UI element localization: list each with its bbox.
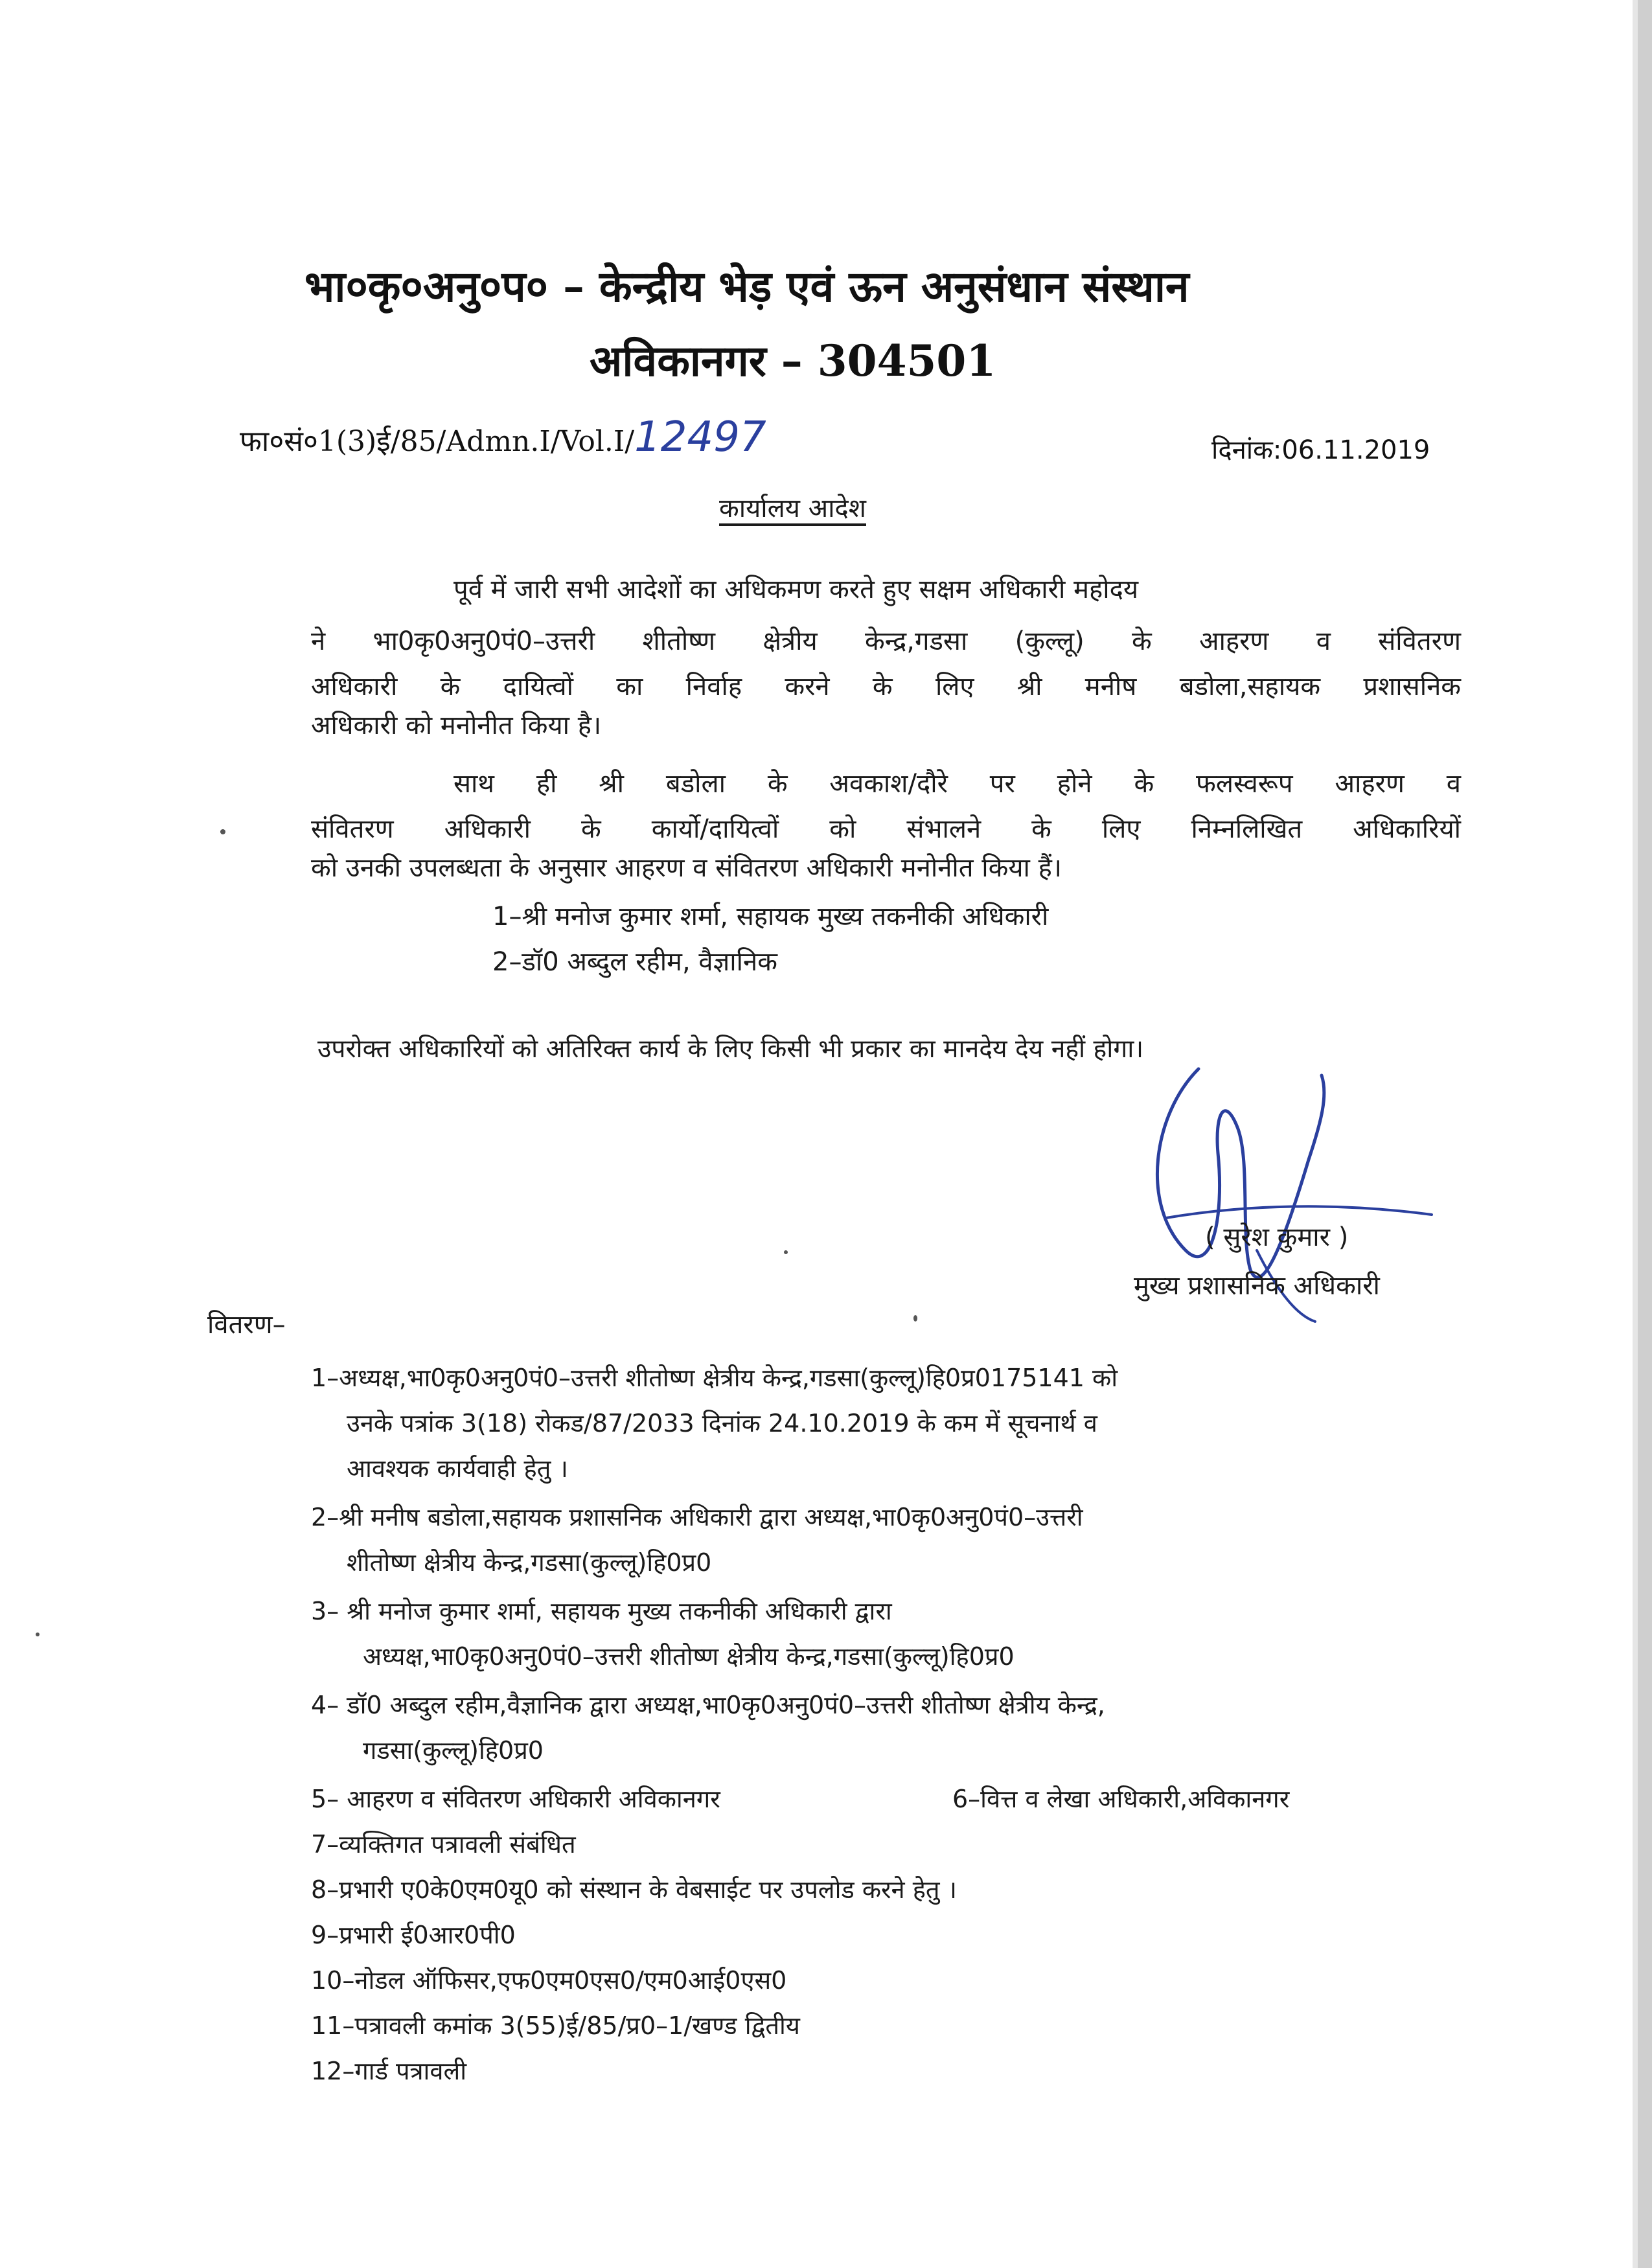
reference-line — [240, 413, 766, 461]
distribution-item-1: 1–अध्यक्ष,भा0कृ0अनु0पं0–उत्तरी शीतोष्ण क्षेत्रीय केन्द्र,गडसा(कुल्लू)हि0प्र0175141 को — [311, 1364, 1118, 1392]
distribution-item-9: 9–प्रभारी ई0आर0पी0 — [311, 1921, 516, 1949]
paragraph1-line3: अधिकारी के दायित्वों का निर्वाह करने के लिए श्री मनीष बडोला,सहायक प्रशासनिक — [311, 672, 1461, 702]
paragraph2-line1: साथ ही श्री बडोला के अवकाश/दौरे पर होने के फलस्वरूप आहरण व — [453, 769, 1461, 799]
distribution-item-4: 4– डॉ0 अब्दुल रहीम,वैज्ञानिक द्वारा अध्यक्ष,भा0कृ0अनु0पं0–उत्तरी शीतोष्ण क्षेत्रीय केन्द्र, — [311, 1691, 1105, 1719]
paragraph1-line2: ने भा0कृ0अनु0पं0–उत्तरी शीतोष्ण क्षेत्रीय केन्द्र,गडसा (कुल्लू) के आहरण व संवितरण — [311, 626, 1461, 656]
signatory-name: ( सुरेश कुमार ) — [1205, 1222, 1349, 1252]
nominee-2: 2–डॉ0 अब्दुल रहीम, वैज्ञानिक — [492, 947, 777, 977]
distribution-item-12: 12–गार्ड पत्रावली — [311, 2057, 467, 2085]
institute-location: अविकानगर – 304501 — [590, 336, 996, 386]
honorarium-note: उपरोक्त अधिकारियों को अतिरिक्त कार्य के लिए किसी भी प्रकार का मानदेय देय नहीं होगा। — [317, 1035, 1144, 1064]
distribution-item-6: 6–वित्त व लेखा अधिकारी,अविकानगर — [952, 1785, 1290, 1813]
distribution-item-3: 3– श्री मनोज कुमार शर्मा, सहायक मुख्य तकनीकी अधिकारी द्वारा — [311, 1597, 892, 1625]
distribution-item-2: 2–श्री मनीष बडोला,सहायक प्रशासनिक अधिकारी द्वारा अध्यक्ष,भा0कृ0अनु0पं0–उत्तरी — [311, 1503, 1083, 1531]
distribution-item-8: 8–प्रभारी ए0के0एम0यू0 को संस्थान के वेबसाईट पर उपलोड करने हेतु । — [311, 1875, 958, 1904]
distribution-item-1-cont2: आवश्यक कार्यवाही हेतु । — [347, 1454, 568, 1483]
file-number: फा०सं०1(3)ई/85/Admn.I/Vol.I/ — [240, 425, 635, 458]
scan-speck — [913, 1315, 917, 1322]
scan-speck — [36, 1632, 40, 1636]
distribution-item-2-cont: शीतोष्ण क्षेत्रीय केन्द्र,गडसा(कुल्लू)हि0प्र0 — [347, 1548, 712, 1577]
distribution-item-10: 10–नोडल ऑफिसर,एफ0एम0एस0/एम0आई0एस0 — [311, 1966, 787, 1995]
scan-edge — [1638, 0, 1652, 2268]
paragraph2-line3: को उनकी उपलब्धता के अनुसार आहरण व संवितरण अधिकारी मनोनीत किया हैं। — [311, 853, 1062, 883]
scan-speck — [220, 829, 225, 834]
order-title: कार्यालय आदेश — [719, 494, 866, 523]
distribution-item-5: 5– आहरण व संवितरण अधिकारी अविकानगर — [311, 1785, 720, 1813]
nominee-1: 1–श्री मनोज कुमार शर्मा, सहायक मुख्य तकनीकी अधिकारी — [492, 902, 1049, 932]
distribution-item-1-cont: उनके पत्रांक 3(18) रोकड/87/2033 दिनांक 24.10.2019 के कम में सूचनार्थ व — [347, 1409, 1097, 1438]
signatory-designation: मुख्य प्रशासनिक अधिकारी — [1134, 1271, 1380, 1301]
paragraph1-line4: अधिकारी को मनोनीत किया है। — [311, 711, 602, 740]
paragraph2-line2: संवितरण अधिकारी के कार्यो/दायित्वों को संभालने के लिए निम्नलिखित अधिकारियों — [311, 814, 1461, 844]
paragraph1-line1: पूर्व में जारी सभी आदेशों का अधिकमण करते हुए सक्षम अधिकारी महोदय — [453, 575, 1139, 604]
distribution-item-3-cont: अध्यक्ष,भा0कृ0अनु0पं0–उत्तरी शीतोष्ण क्षेत्रीय केन्द्र,गडसा(कुल्लू)हि0प्र0 — [363, 1642, 1015, 1671]
distribution-item-11: 11–पत्रावली कमांक 3(55)ई/85/प्र0–1/खण्ड द्वितीय — [311, 2011, 800, 2040]
distribution-item-7: 7–व्यक्तिगत पत्रावली संबंधित — [311, 1830, 576, 1859]
handwritten-number: 12497 — [634, 413, 766, 461]
order-date: दिनांक:06.11.2019 — [1211, 435, 1430, 465]
scan-speck — [784, 1250, 788, 1254]
distribution-title: वितरण– — [207, 1310, 286, 1340]
institute-title: भा०कृ०अनु०प० – केन्द्रीय भेड़ एवं ऊन अनुसंधान संस्थान — [304, 261, 1189, 312]
scan-shadow — [1633, 0, 1638, 2268]
distribution-item-4-cont: गडसा(कुल्लू)हि0प्र0 — [363, 1736, 544, 1765]
